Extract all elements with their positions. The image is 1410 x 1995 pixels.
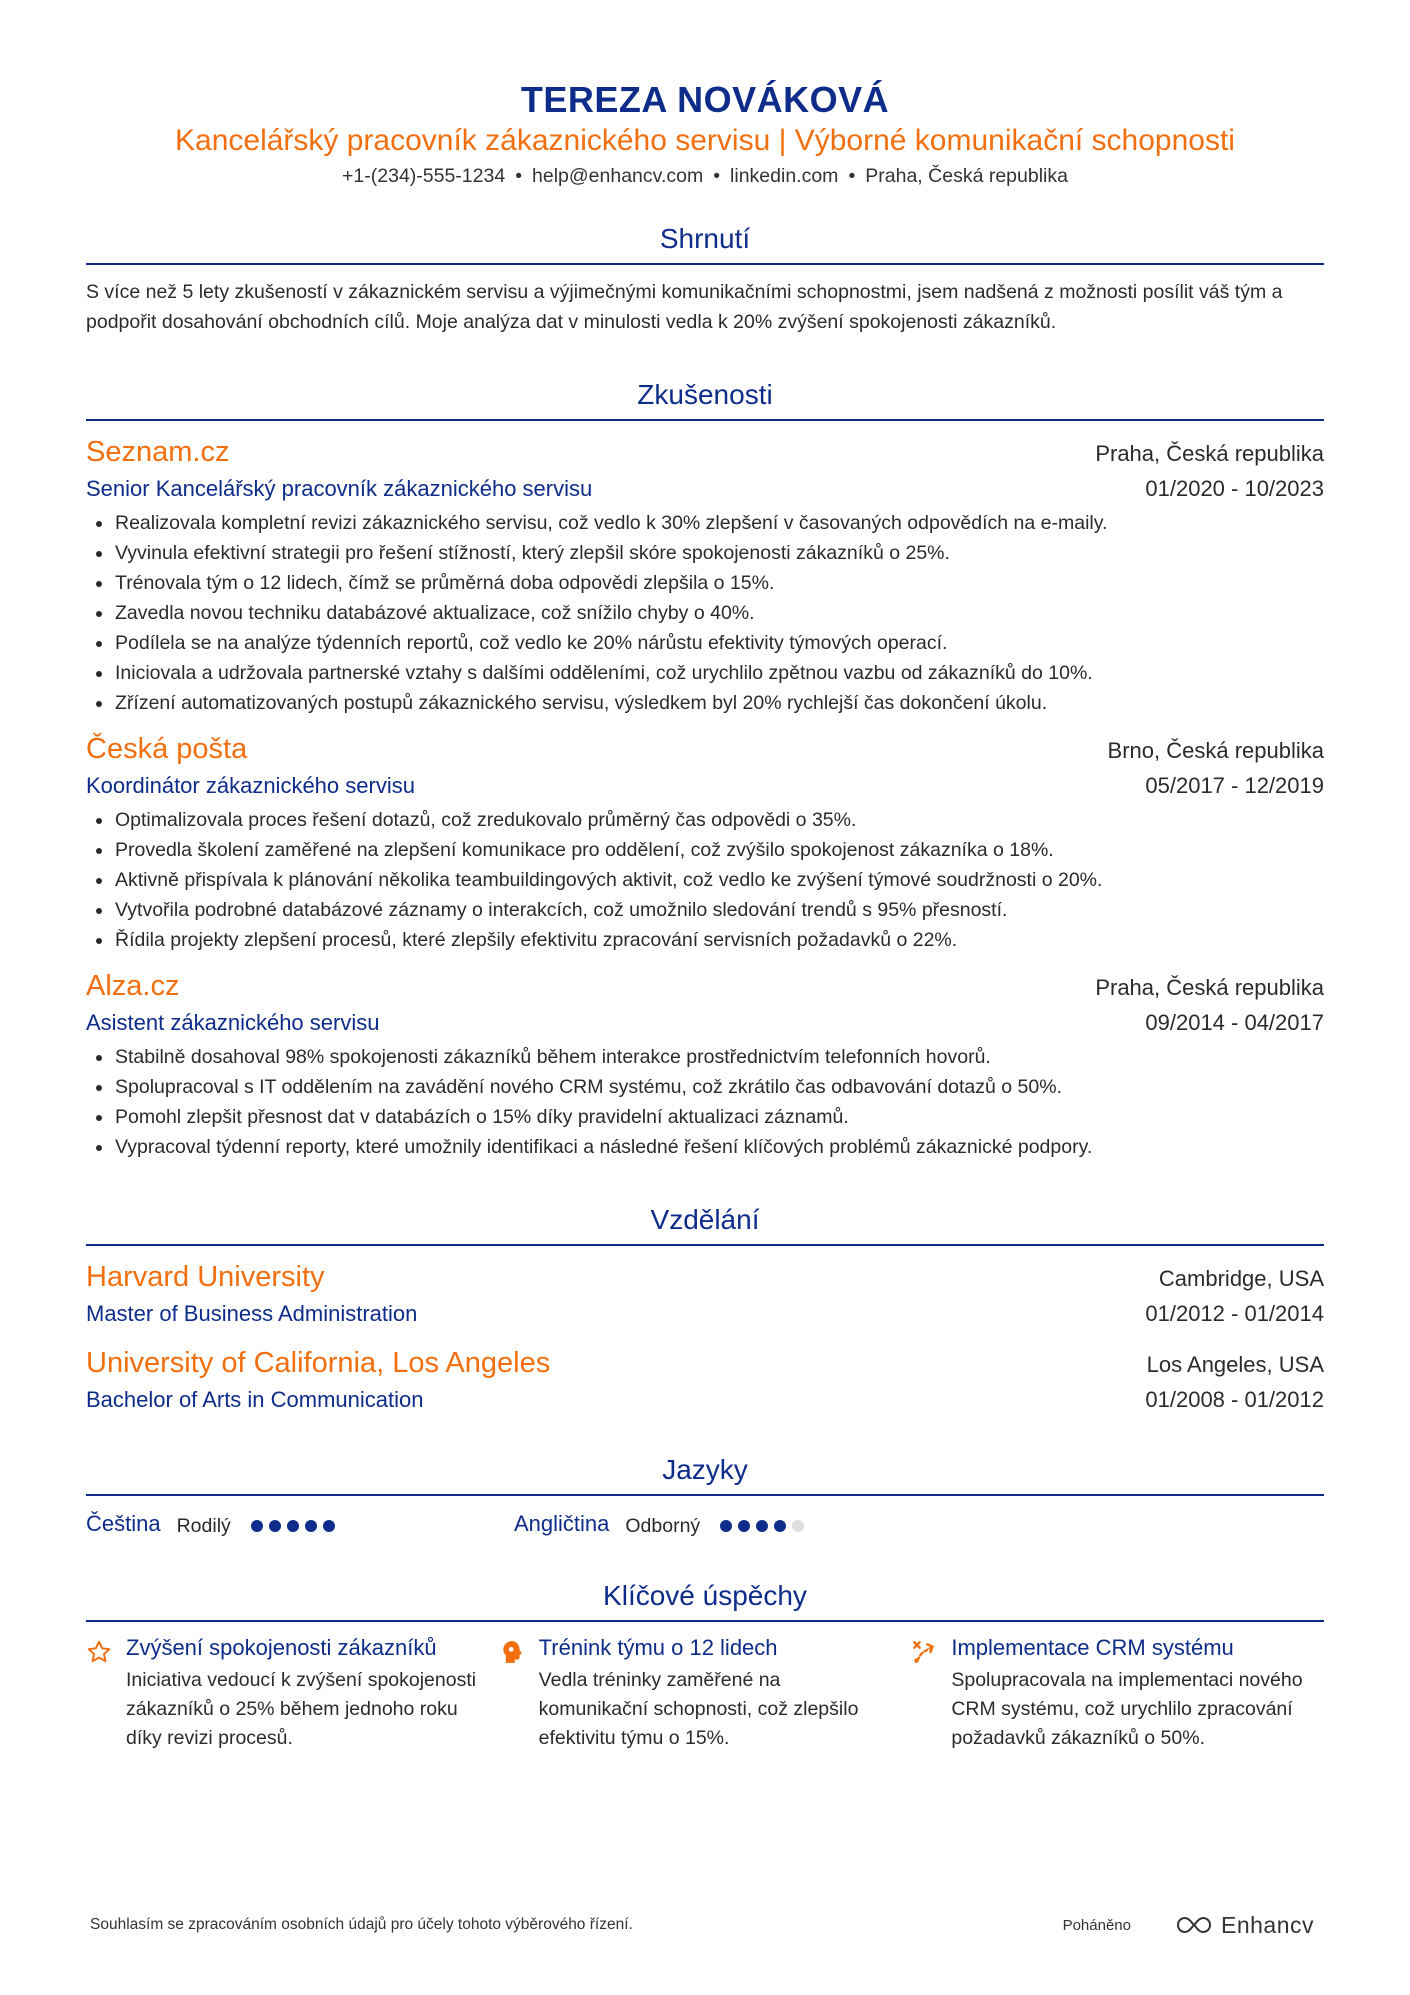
section-title-languages: Jazyky <box>86 1450 1324 1496</box>
resume-header <box>86 0 1324 191</box>
language-rating <box>720 1520 804 1532</box>
separator-dot: • <box>848 165 856 187</box>
job-location: Brno, Česká republika <box>1107 738 1324 763</box>
section-title-summary: Shrnutí <box>86 219 1324 265</box>
bullet-item: Provedla školení zaměřené na zlepšení komunikace pro oddělení, což zvýšilo spokojenost zákazníka o 18%. <box>86 835 1324 865</box>
bullet-item: Vytvořila podrobné databázové záznamy o interakcích, což umožnilo sledování trendů s 95% přesností. <box>86 895 1324 925</box>
languages-list <box>86 1506 1324 1542</box>
achievement-description: Spolupracovala na implementaci nového CRM systému, což urychlilo zpracování požadavků zákazníků o 50%. <box>951 1669 1303 1749</box>
education-dates: 01/2012 - 01/2014 <box>1145 1301 1324 1326</box>
rating-dot-filled <box>251 1520 263 1532</box>
achievement-description: Iniciativa vedoucí k zvýšení spokojenosti zákazníků o 25% během jednoho roku díky revizi procesů. <box>126 1669 477 1749</box>
achievement-title: Zvýšení spokojenosti zákazníků <box>126 1635 437 1660</box>
rating-dot-filled <box>720 1520 732 1532</box>
section-title-achievements: Klíčové úspěchy <box>86 1576 1324 1622</box>
separator-dot: • <box>713 165 721 187</box>
bullet-item: Spolupracoval s IT oddělením na zavádění nového CRM systému, což zkrátilo čas odbavování dotazů o 50%. <box>86 1072 1324 1102</box>
summary-text: S více než 5 lety zkušeností v zákaznickém servisu a výjimečnými komunikačními schopnostmi, jsem nadšená z možnosti posílit váš tým a podpořit dosahování obchodních cílů. Moje analýza dat v minulosti vedla k 20% zvýšení spokojenosti zákazníků. <box>86 281 1283 333</box>
language-level: Rodilý <box>176 1515 231 1537</box>
page-footer <box>90 1910 1314 1940</box>
job-role: Koordinátor zákaznického servisu <box>86 773 415 798</box>
brain-head-icon <box>499 1639 529 1753</box>
school-name: University of California, Los Angeles <box>86 1347 551 1379</box>
bullet-item: Stabilně dosahoval 98% spokojenosti zákazníků během interakce prostřednictvím telefonních hovorů. <box>86 1042 1324 1072</box>
bullet-item: Řídila projekty zlepšení procesů, které zlepšily efektivitu zpracování servisních požadavků o 22%. <box>86 925 1324 955</box>
language-name: Čeština <box>86 1511 161 1536</box>
bullet-item: Aktivně přispívala k plánování několika teambuildingových aktivit, což vedlo ke zvýšení týmové soudržnosti o 20%. <box>86 865 1324 895</box>
school-location: Cambridge, USA <box>1158 1266 1324 1291</box>
job-dates: 05/2017 - 12/2019 <box>1145 773 1324 798</box>
bullet-item: Iniciovala a udržovala partnerské vztahy s dalšími odděleními, což urychlilo zpětnou vazbu od zákazníků do 10%. <box>86 658 1324 688</box>
degree-name: Bachelor of Arts in Communication <box>86 1387 424 1412</box>
star-icon <box>86 1639 116 1753</box>
job-dates: 09/2014 - 04/2017 <box>1145 1010 1324 1035</box>
rating-dot-empty <box>792 1520 804 1532</box>
rating-dot-filled <box>323 1520 335 1532</box>
candidate-name: TEREZA NOVÁKOVÁ <box>520 79 890 120</box>
section-title-experience: Zkušenosti <box>86 375 1324 421</box>
education-entry <box>86 1258 1324 1330</box>
bullet-item: Realizovala kompletní revizi zákaznického servisu, což vedlo k 30% zlepšení v časovaných odpovědích na e-maily. <box>86 508 1324 538</box>
language-level: Odborný <box>625 1515 701 1537</box>
rating-dot-filled <box>305 1520 317 1532</box>
job-dates: 01/2020 - 10/2023 <box>1145 476 1324 501</box>
email-link[interactable]: help@enhancv.com <box>532 165 704 187</box>
bullet-item: Zavedla novou techniku databázové aktualizace, což snížilo chyby o 40%. <box>86 598 1324 628</box>
bullet-item: Trénovala tým o 12 lidech, čímž se průměrná doba odpovědi zlepšila o 15%. <box>86 568 1324 598</box>
candidate-headline: Kancelářský pracovník zákaznického servisu | Výborné komunikační schopnosti <box>175 124 1235 157</box>
bullet-list <box>86 1042 1324 1162</box>
brand-name: Enhancv <box>1220 1911 1314 1938</box>
school-location: Los Angeles, USA <box>1146 1352 1324 1377</box>
bullet-item: Optimalizovala proces řešení dotazů, což zredukovalo průměrný čas odpovědi o 35%. <box>86 805 1324 835</box>
location-text: Praha, Česká republika <box>865 165 1068 187</box>
phone-text: +1-(234)-555-1234 <box>342 165 506 187</box>
company-name: Alza.cz <box>86 970 180 1002</box>
bullet-list <box>86 508 1324 718</box>
linkedin-link[interactable]: linkedin.com <box>730 165 839 187</box>
school-name: Harvard University <box>86 1261 325 1293</box>
rating-dot-filled <box>738 1520 750 1532</box>
enhancv-logo[interactable] <box>1175 1912 1314 1939</box>
infinity-logo-icon <box>1175 1914 1213 1936</box>
job-location: Praha, Česká republika <box>1095 975 1324 1000</box>
company-name: Seznam.cz <box>86 436 230 468</box>
achievement-title: Implementace CRM systému <box>951 1635 1234 1660</box>
rating-dot-filled <box>269 1520 281 1532</box>
language-item <box>86 1506 514 1542</box>
experience-entry <box>86 433 1324 718</box>
company-name: Česká pošta <box>86 733 248 765</box>
strategy-icon <box>911 1639 941 1753</box>
bullet-item: Vyvinula efektivní strategii pro řešení stížností, který zlepšil skóre spokojenosti zákazníků o 25%. <box>86 538 1324 568</box>
rating-dot-filled <box>774 1520 786 1532</box>
language-name: Angličtina <box>514 1511 610 1536</box>
education-entry <box>86 1344 1324 1416</box>
achievements-list <box>86 1634 1324 1753</box>
achievement-item <box>499 1634 912 1753</box>
consent-text: Souhlasím se zpracováním osobních údajů pro účely tohoto výběrového řízení. <box>90 1916 633 1933</box>
bullet-list <box>86 805 1324 955</box>
language-rating <box>251 1520 335 1532</box>
experience-entry <box>86 730 1324 955</box>
section-title-education: Vzdělání <box>86 1200 1324 1246</box>
powered-by <box>1063 1912 1314 1939</box>
bullet-item: Vypracoval týdenní reporty, které umožnily identifikaci a následné řešení klíčových problémů zákaznické podpory. <box>86 1132 1324 1162</box>
bullet-item: Zřízení automatizovaných postupů zákaznického servisu, výsledkem byl 20% rychlejší čas dokončení úkolu. <box>86 688 1324 718</box>
job-location: Praha, Česká republika <box>1095 441 1324 466</box>
education-dates: 01/2008 - 01/2012 <box>1145 1387 1324 1412</box>
bullet-item: Pomohl zlepšit přesnost dat v databázích o 15% díky pravidelní aktualizaci záznamů. <box>86 1102 1324 1132</box>
separator-dot: • <box>515 165 523 187</box>
language-item <box>514 1506 942 1542</box>
rating-dot-filled <box>287 1520 299 1532</box>
experience-entry <box>86 967 1324 1162</box>
achievement-title: Trénink týmu o 12 lidech <box>538 1635 778 1660</box>
job-role: Asistent zákaznického servisu <box>86 1010 380 1035</box>
contact-line <box>86 161 1324 191</box>
rating-dot-filled <box>756 1520 768 1532</box>
achievement-item <box>911 1634 1324 1753</box>
achievement-item <box>86 1634 499 1753</box>
achievement-description: Vedla tréninky zaměřené na komunikační schopnosti, což zlepšilo efektivitu týmu o 15%. <box>538 1669 859 1749</box>
degree-name: Master of Business Administration <box>86 1301 418 1326</box>
bullet-item: Podílela se na analýze týdenních reportů, což vedlo ke 20% nárůstu efektivity týmových operací. <box>86 628 1324 658</box>
job-role: Senior Kancelářský pracovník zákaznického servisu <box>86 476 593 501</box>
powered-by-label: Poháněno <box>1062 1916 1131 1934</box>
